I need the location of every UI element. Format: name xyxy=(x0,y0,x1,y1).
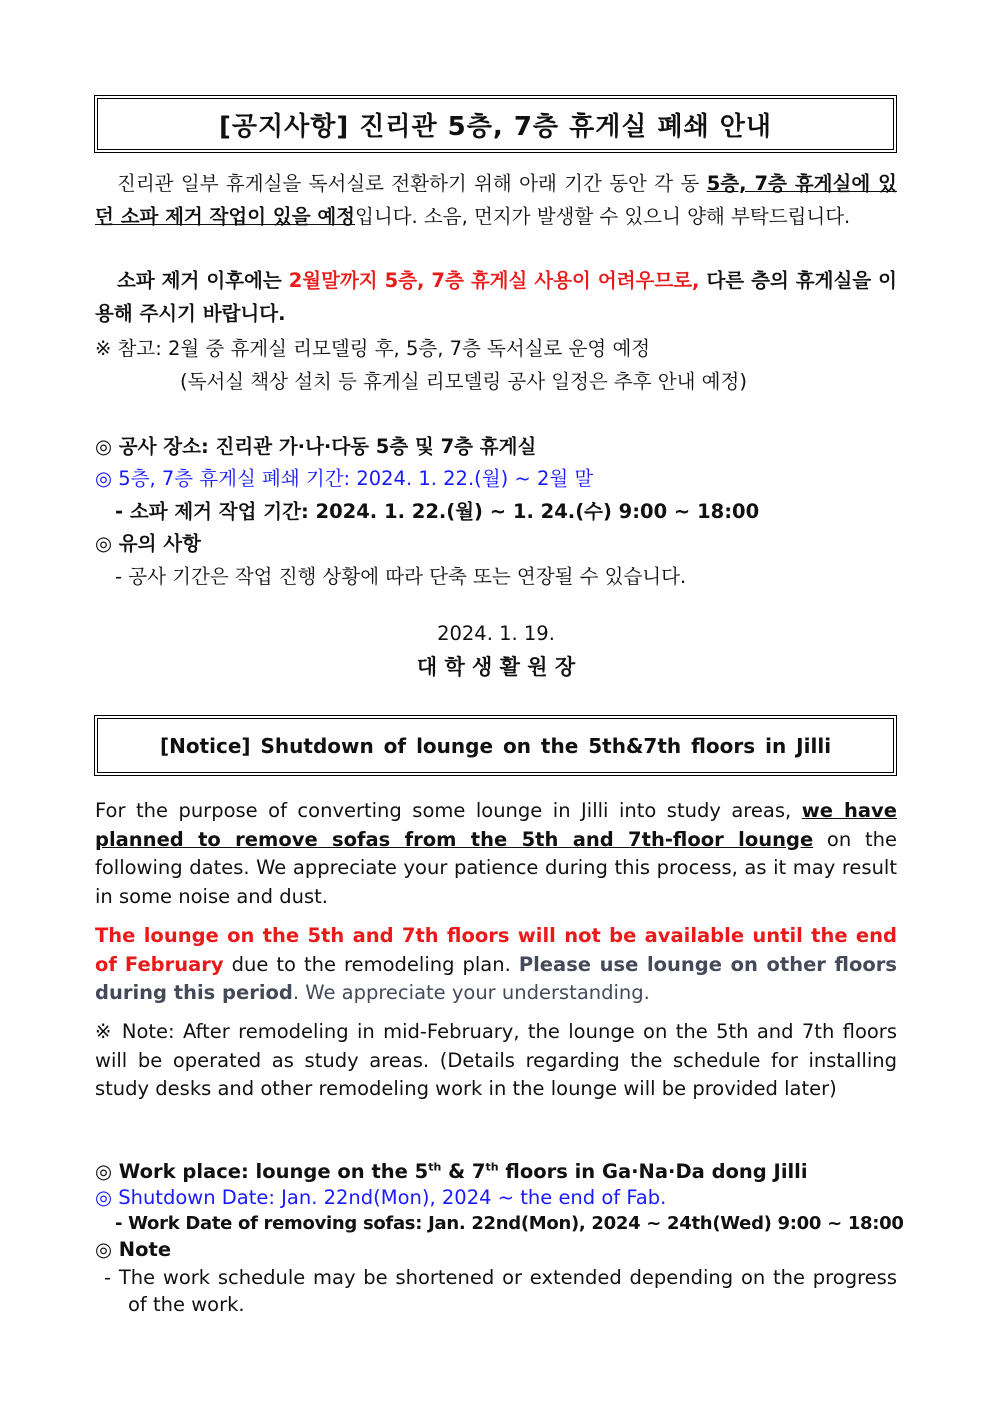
english-work-place: ◎ Work place: lounge on the 5th & 7th floors in Ga·Na·Da dong Jilli xyxy=(95,1160,808,1183)
english-intro-underlined: we have planned to remove sofas from the 5th and 7th-floor lounge xyxy=(95,799,897,851)
korean-note-detail: (독서실 책상 설치 등 휴게실 리모델링 공사 일정은 추후 안내 예정) xyxy=(180,370,747,393)
korean-caution-text: - 공사 기간은 작업 진행 상황에 따라 단축 또는 연장될 수 있습니다. xyxy=(115,565,687,588)
korean-work-place: ◎ 공사 장소: 진리관 가·나·다동 5층 및 7층 휴게실 xyxy=(95,435,537,458)
korean-notice-title xyxy=(97,98,894,150)
english-note-item: - The work schedule may be shortened or extended depending on the progress of the work. xyxy=(104,1266,897,1316)
english-availability-paragraph: The lounge on the 5th and 7th floors will not be available until the end of February due to the remodeling plan. Please use lounge on other floors during this period. We appreciate your understanding. xyxy=(95,924,898,1004)
korean-intro-underlined: 5층, 7층 휴게실에 있던 소파 제거 작업이 있을 예정 xyxy=(95,172,897,228)
korean-title-text: [공지사항] 진리관 5층, 7층 휴게실 폐쇄 안내 xyxy=(219,111,772,142)
korean-closure-period: ◎ 5층, 7층 휴게실 폐쇄 기간: 2024. 1. 22.(월) ~ 2월 말 xyxy=(95,467,594,490)
korean-sofa-paragraph: 소파 제거 이후에는 2월말까지 5층, 7층 휴게실 사용이 어려우므로, 다른 층의 휴게실을 이용해 주시기 바랍니다. xyxy=(95,269,897,325)
english-shutdown-date: ◎ Shutdown Date: Jan. 22nd(Mon), 2024 ~ the end of Fab. xyxy=(95,1186,667,1209)
english-notice-title xyxy=(97,718,894,773)
english-note-heading: ◎ Note xyxy=(95,1238,172,1261)
korean-intro-paragraph: 진리관 일부 휴게실을 독서실로 전환하기 위해 아래 기간 동안 각 동 5층, 7층 휴게실에 있던 소파 제거 작업이 있을 예정입니다. 소음, 먼지가 발생할 수 있으니 양해 부탁드립니다. xyxy=(95,172,897,228)
korean-note-line: ※ 참고: 2월 중 휴게실 리모델링 후, 5층, 7층 독서실로 운영 예정 xyxy=(95,337,651,360)
korean-caution-heading: ◎ 유의 사항 xyxy=(95,532,201,555)
english-note-paragraph: ※ Note: After remodeling in mid-February, the lounge on the 5th and 7th floors will be operated as study areas. (Details regarding the schedule for installing study desks and other remodeling work in the lounge will be provided later) xyxy=(95,1020,897,1100)
korean-notice-date: 2024. 1. 19. xyxy=(437,622,555,645)
korean-sofa-work-period: - 소파 제거 작업 기간: 2024. 1. 22.(월) ~ 1. 24.(수) 9:00 ~ 18:00 xyxy=(115,500,760,523)
english-title-text: [Notice] Shutdown of lounge on the 5th&7th floors in Jilli xyxy=(159,733,832,758)
korean-red-warning: 2월말까지 5층, 7층 휴게실 사용이 어려우므로, xyxy=(288,269,700,292)
english-bold-request: Please use lounge on other floors during this period xyxy=(95,952,898,1004)
korean-signer: 대 학 생 활 원 장 xyxy=(416,655,576,679)
english-red-warning: The lounge on the 5th and 7th floors will not be available until the end of xyxy=(95,924,897,976)
english-intro-paragraph: For the purpose of converting some lounge in Jilli into study areas, we have planned to remove sofas from the 5th and 7th-floor lounge on the following dates. We appreciate your patience during this process, as it may result in some noise and dust. xyxy=(95,799,897,908)
english-sofa-work-date: - Work Date of removing sofas: Jan. 22nd(Mon), 2024 ~ 24th(Wed) 9:00 ~ 18:00 xyxy=(115,1213,904,1234)
